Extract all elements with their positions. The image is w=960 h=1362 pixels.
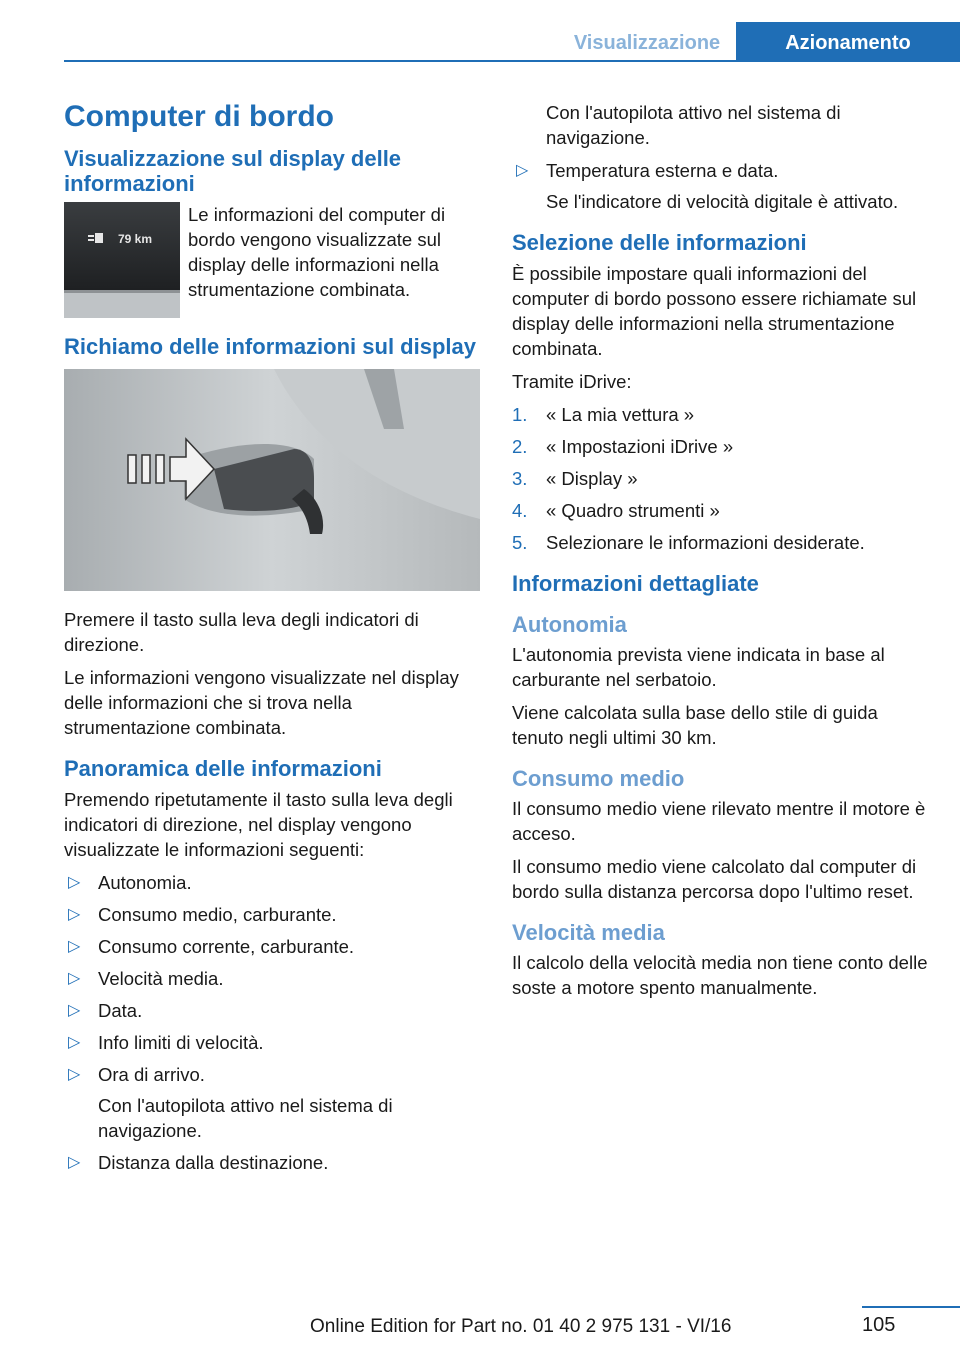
recall-text-1: Premere il tasto sulla leva degli indicatori di direzione. [64,609,419,655]
list-item-text: Velocità media. [98,968,224,989]
footer-rule [862,1306,960,1308]
recall-text-2: Le informazioni vengono visualizzate nel display delle informazioni che si trova nella strumentazione combinata. [64,667,459,738]
list-item-text: Temperatura esterna e data. [546,160,779,181]
list-item [64,998,482,1023]
step-number: 3. [512,468,528,489]
list-item-text: Consumo medio, carburante. [98,904,337,925]
list-item-text: Consumo corrente, carburante. [98,936,355,957]
page-title: Computer di bordo [64,100,334,133]
avg-consumption-text-1: Il consumo medio viene rilevato mentre il motore è acceso. [512,798,926,844]
list-item [64,902,482,927]
idrive-text: Tramite iDrive: [512,371,632,392]
triangle-bullet-icon: ▷ [516,162,529,179]
list-item [64,870,482,895]
turn-signal-lever-image [64,369,480,591]
avg-consumption-text-2: Il consumo medio viene calcolato dal computer di bordo sulla distanza percorsa dopo l'ultimo reset. [512,856,917,902]
list-item-subtext: Se l'indicatore di velocità digitale è attivato. [546,191,899,212]
list-item [512,158,932,214]
list-item [64,1030,482,1055]
overview-text: Premendo ripetutamente il tasto sulla leva degli indicatori di direzione, nel display vengono visualizzate le informazioni seguenti: [64,789,453,860]
steps-list [512,402,932,555]
tab-visualizzazione[interactable]: Visualizzazione [573,32,721,54]
step-text: « Display » [546,468,638,489]
page-number: 105 [862,1314,896,1336]
list-continuation [512,100,932,150]
triangle-bullet-icon: ▷ [68,970,81,987]
step-text: « Impostazioni iDrive » [546,436,734,457]
list-item-text: Info limiti di velocità. [98,1032,264,1053]
list-item-text: Distanza dalla destinazione. [98,1152,329,1173]
avg-speed-text: Il calcolo della velocità media non tiene conto delle soste a motore spento manualmente. [512,952,928,998]
step-number: 4. [512,500,528,521]
list-item [64,966,482,991]
footer-edition: Online Edition for Part no. 01 40 2 975 131 - VI/16 [310,1316,732,1337]
selection-text: È possibile impostare quali informazioni del computer di bordo possono essere richiamate sul display delle informazioni nella strumentazione combinata. [512,263,917,359]
triangle-bullet-icon: ▷ [68,1034,81,1051]
step-item [512,402,932,427]
list-item-text: Autonomia. [98,872,192,893]
range-text-2: Viene calcolata sulla base dello stile di guida tenuto negli ultimi 30 km. [512,702,878,748]
heading-display: Visualizzazione sul display delle informazioni [64,146,402,196]
list-item [64,1062,482,1143]
tab-azionamento[interactable]: Azionamento [736,22,960,62]
info-list [64,870,482,1175]
step-item [512,498,932,523]
list-item-text: Ora di arrivo. [98,1064,205,1085]
step-text: « La mia vettura » [546,404,695,425]
step-number: 2. [512,436,528,457]
heading-overview: Panoramica delle informazioni [64,756,382,781]
triangle-bullet-icon: ▷ [68,1154,81,1171]
step-text: « Quadro strumenti » [546,500,720,521]
triangle-bullet-icon: ▷ [68,938,81,955]
list-item [64,934,482,959]
display-intro-text: Le informazioni del computer di bordo vengono visualizzate sul display delle informazioni nella strumentazione combinata. [188,204,446,300]
heading-details: Informazioni dettagliate [512,571,759,596]
list-item [64,1150,482,1175]
list-item-text: Data. [98,1000,143,1021]
range-text-1: L'autonomia prevista viene indicata in base al carburante nel serbatoio. [512,644,885,690]
step-number: 1. [512,404,528,425]
list-item-subtext: Con l'autopilota attivo nel sistema di navigazione. [546,102,841,148]
list-item-subtext: Con l'autopilota attivo nel sistema di navigazione. [98,1095,393,1141]
step-item [512,434,932,459]
right-column [512,100,932,1008]
step-item [512,466,932,491]
info-list-continued [512,158,932,214]
heading-avg-speed: Velocità media [512,920,665,945]
triangle-bullet-icon: ▷ [68,1066,81,1083]
heading-avg-consumption: Consumo medio [512,766,685,791]
left-column [64,100,482,1185]
display-intro-block [64,202,482,334]
display-range-value: 79 km [118,232,153,246]
step-item [512,530,932,555]
triangle-bullet-icon: ▷ [68,874,81,891]
triangle-bullet-icon: ▷ [68,1002,81,1019]
step-text: Selezionare le informazioni desiderate. [546,532,865,553]
instrument-display-image [64,202,180,318]
heading-range: Autonomia [512,612,627,637]
triangle-bullet-icon: ▷ [68,906,81,923]
step-number: 5. [512,532,528,553]
heading-recall: Richiamo delle informazioni sul display [64,334,476,359]
heading-selection: Selezione delle informazioni [512,230,807,255]
